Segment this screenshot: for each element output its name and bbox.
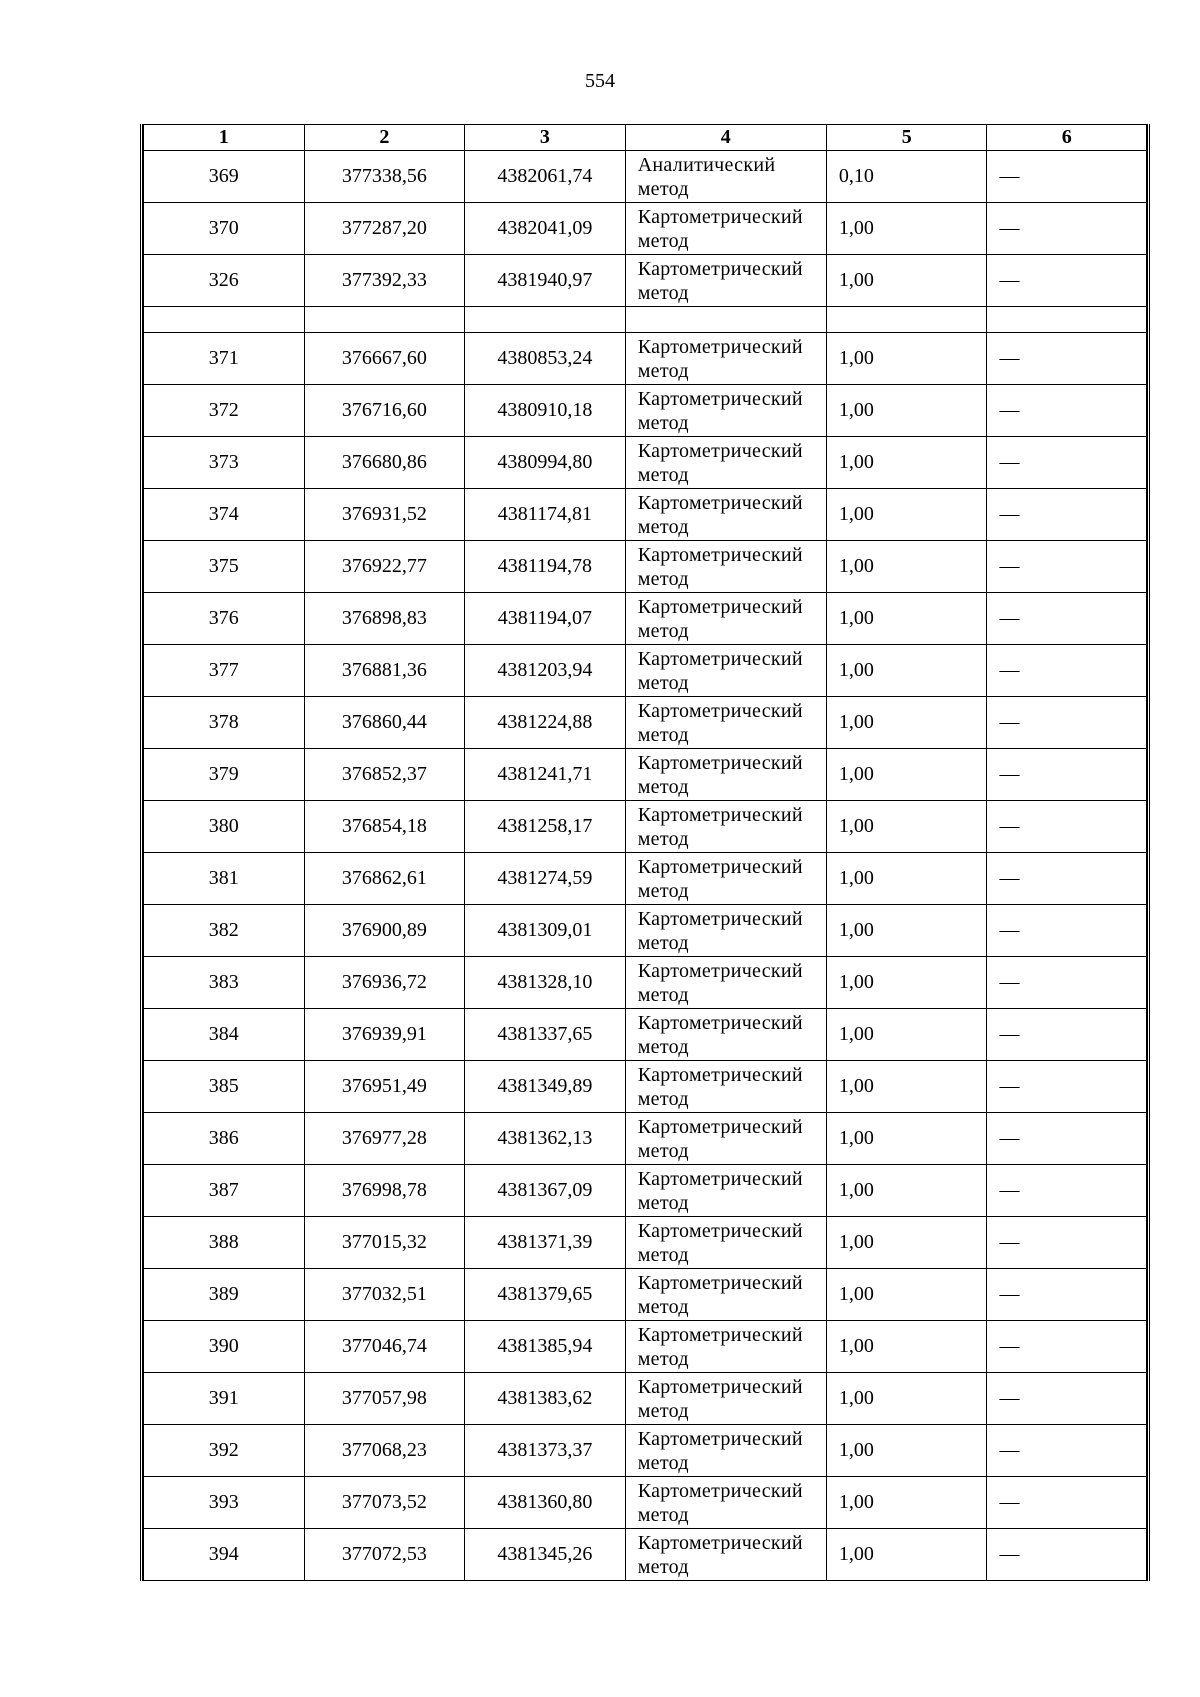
note-cell: — (987, 385, 1147, 437)
method-line-1: Картометрический (637, 907, 803, 930)
x-coordinate-cell: 377068,23 (304, 1425, 465, 1477)
accuracy-cell: 1,00 (826, 541, 987, 593)
header-col-3: 3 (465, 125, 626, 151)
coordinates-table-container (140, 124, 1150, 1581)
method-line-2: метод (637, 1139, 689, 1162)
x-coordinate-cell: 376936,72 (304, 957, 465, 1009)
note-cell: — (987, 1529, 1147, 1581)
x-coordinate-cell: 376939,91 (304, 1009, 465, 1061)
y-coordinate-cell: 4381379,65 (465, 1269, 626, 1321)
method-cell (625, 853, 826, 905)
method-line-2: метод (637, 619, 689, 642)
y-coordinate-cell: 4381174,81 (465, 489, 626, 541)
method-cell (625, 593, 826, 645)
accuracy-cell: 1,00 (826, 1373, 987, 1425)
note-cell: — (987, 697, 1147, 749)
method-line-2: метод (637, 515, 689, 538)
note-cell: — (987, 853, 1147, 905)
method-line-1: Картометрический (637, 543, 803, 566)
empty-cell (826, 307, 987, 333)
table-row (144, 333, 1147, 385)
accuracy-cell: 1,00 (826, 1217, 987, 1269)
method-cell (625, 1477, 826, 1529)
accuracy-cell: 1,00 (826, 1165, 987, 1217)
method-line-2: метод (637, 1451, 689, 1474)
accuracy-cell: 1,00 (826, 255, 987, 307)
x-coordinate-cell: 376680,86 (304, 437, 465, 489)
header-col-1: 1 (144, 125, 305, 151)
x-coordinate-cell: 376860,44 (304, 697, 465, 749)
method-cell (625, 1373, 826, 1425)
empty-cell (465, 307, 626, 333)
method-cell (625, 1529, 826, 1581)
method-cell (625, 203, 826, 255)
table-row (144, 151, 1147, 203)
method-line-2: метод (637, 1035, 689, 1058)
method-line-1: Картометрический (637, 855, 803, 878)
accuracy-cell: 1,00 (826, 1477, 987, 1529)
empty-cell (625, 307, 826, 333)
y-coordinate-cell: 4381224,88 (465, 697, 626, 749)
note-cell: — (987, 749, 1147, 801)
y-coordinate-cell: 4382061,74 (465, 151, 626, 203)
point-number-cell: 375 (144, 541, 305, 593)
method-line-2: метод (637, 1243, 689, 1266)
table-row (144, 1217, 1147, 1269)
accuracy-cell: 1,00 (826, 645, 987, 697)
y-coordinate-cell: 4381328,10 (465, 957, 626, 1009)
x-coordinate-cell: 377015,32 (304, 1217, 465, 1269)
point-number-cell: 372 (144, 385, 305, 437)
point-number-cell: 394 (144, 1529, 305, 1581)
empty-cell (987, 307, 1147, 333)
method-cell (625, 905, 826, 957)
y-coordinate-cell: 4381194,07 (465, 593, 626, 645)
point-number-cell: 383 (144, 957, 305, 1009)
accuracy-cell: 1,00 (826, 1529, 987, 1581)
method-line-1: Картометрический (637, 959, 803, 982)
method-cell (625, 1217, 826, 1269)
method-cell (625, 1165, 826, 1217)
y-coordinate-cell: 4381241,71 (465, 749, 626, 801)
method-line-1: Картометрический (637, 1271, 803, 1294)
note-cell: — (987, 593, 1147, 645)
note-cell: — (987, 905, 1147, 957)
x-coordinate-cell: 377057,98 (304, 1373, 465, 1425)
method-line-1: Картометрический (637, 1219, 803, 1242)
method-cell (625, 697, 826, 749)
x-coordinate-cell: 376667,60 (304, 333, 465, 385)
method-line-2: метод (637, 281, 689, 304)
x-coordinate-cell: 377392,33 (304, 255, 465, 307)
method-cell (625, 1321, 826, 1373)
method-line-1: Картометрический (637, 1167, 803, 1190)
x-coordinate-cell: 376881,36 (304, 645, 465, 697)
y-coordinate-cell: 4381258,17 (465, 801, 626, 853)
method-cell (625, 801, 826, 853)
method-line-2: метод (637, 463, 689, 486)
method-line-1: Картометрический (637, 803, 803, 826)
method-line-1: Картометрический (637, 1011, 803, 1034)
y-coordinate-cell: 4381383,62 (465, 1373, 626, 1425)
header-col-6: 6 (987, 125, 1147, 151)
point-number-cell: 380 (144, 801, 305, 853)
note-cell: — (987, 151, 1147, 203)
x-coordinate-cell: 377046,74 (304, 1321, 465, 1373)
x-coordinate-cell: 376900,89 (304, 905, 465, 957)
table-row (144, 1009, 1147, 1061)
accuracy-cell: 1,00 (826, 1425, 987, 1477)
method-line-2: метод (637, 567, 689, 590)
table-row (144, 1269, 1147, 1321)
y-coordinate-cell: 4381274,59 (465, 853, 626, 905)
accuracy-cell: 1,00 (826, 203, 987, 255)
y-coordinate-cell: 4381362,13 (465, 1113, 626, 1165)
accuracy-cell: 1,00 (826, 489, 987, 541)
accuracy-cell: 1,00 (826, 905, 987, 957)
accuracy-cell: 1,00 (826, 333, 987, 385)
method-cell (625, 957, 826, 1009)
table-row (144, 1373, 1147, 1425)
table-row (144, 1113, 1147, 1165)
note-cell: — (987, 333, 1147, 385)
method-line-1: Картометрический (637, 751, 803, 774)
table-row (144, 749, 1147, 801)
table-body (144, 151, 1147, 1581)
accuracy-cell: 1,00 (826, 1269, 987, 1321)
header-col-2: 2 (304, 125, 465, 151)
method-line-2: метод (637, 177, 689, 200)
method-cell (625, 151, 826, 203)
note-cell: — (987, 203, 1147, 255)
note-cell: — (987, 801, 1147, 853)
method-cell (625, 437, 826, 489)
y-coordinate-cell: 4381194,78 (465, 541, 626, 593)
point-number-cell: 374 (144, 489, 305, 541)
accuracy-cell: 1,00 (826, 749, 987, 801)
x-coordinate-cell: 376716,60 (304, 385, 465, 437)
method-line-1: Картометрический (637, 439, 803, 462)
point-number-cell: 390 (144, 1321, 305, 1373)
method-line-1: Картометрический (637, 647, 803, 670)
table-row (144, 1529, 1147, 1581)
method-cell (625, 255, 826, 307)
table-row (144, 593, 1147, 645)
accuracy-cell: 1,00 (826, 801, 987, 853)
method-line-1: Картометрический (637, 1479, 803, 1502)
method-line-1: Картометрический (637, 1375, 803, 1398)
table-row (144, 1165, 1147, 1217)
x-coordinate-cell: 377287,20 (304, 203, 465, 255)
method-cell (625, 1061, 826, 1113)
point-number-cell: 370 (144, 203, 305, 255)
y-coordinate-cell: 4380994,80 (465, 437, 626, 489)
accuracy-cell: 1,00 (826, 1321, 987, 1373)
method-line-2: метод (637, 879, 689, 902)
method-line-1: Картометрический (637, 335, 803, 358)
method-line-2: метод (637, 411, 689, 434)
point-number-cell: 387 (144, 1165, 305, 1217)
point-number-cell: 386 (144, 1113, 305, 1165)
method-line-1: Картометрический (637, 1063, 803, 1086)
empty-cell (144, 307, 305, 333)
note-cell: — (987, 1425, 1147, 1477)
table-row (144, 203, 1147, 255)
method-line-1: Картометрический (637, 1323, 803, 1346)
method-line-1: Картометрический (637, 257, 803, 280)
method-cell (625, 645, 826, 697)
point-number-cell: 371 (144, 333, 305, 385)
table-spacer-row (144, 307, 1147, 333)
method-cell (625, 489, 826, 541)
y-coordinate-cell: 4381360,80 (465, 1477, 626, 1529)
method-cell (625, 1269, 826, 1321)
point-number-cell: 376 (144, 593, 305, 645)
y-coordinate-cell: 4381367,09 (465, 1165, 626, 1217)
accuracy-cell: 1,00 (826, 1061, 987, 1113)
point-number-cell: 381 (144, 853, 305, 905)
table-row (144, 645, 1147, 697)
table-row (144, 489, 1147, 541)
point-number-cell: 369 (144, 151, 305, 203)
note-cell: — (987, 255, 1147, 307)
x-coordinate-cell: 376977,28 (304, 1113, 465, 1165)
accuracy-cell: 0,10 (826, 151, 987, 203)
method-line-2: метод (637, 229, 689, 252)
method-line-1: Картометрический (637, 1115, 803, 1138)
method-line-2: метод (637, 1191, 689, 1214)
method-line-1: Картометрический (637, 699, 803, 722)
accuracy-cell: 1,00 (826, 853, 987, 905)
empty-cell (304, 307, 465, 333)
table-row (144, 255, 1147, 307)
point-number-cell: 384 (144, 1009, 305, 1061)
x-coordinate-cell: 377338,56 (304, 151, 465, 203)
method-line-1: Картометрический (637, 595, 803, 618)
method-line-1: Картометрический (637, 491, 803, 514)
method-line-2: метод (637, 931, 689, 954)
y-coordinate-cell: 4381203,94 (465, 645, 626, 697)
note-cell: — (987, 1269, 1147, 1321)
table-row (144, 1425, 1147, 1477)
y-coordinate-cell: 4381371,39 (465, 1217, 626, 1269)
point-number-cell: 373 (144, 437, 305, 489)
table-row (144, 957, 1147, 1009)
point-number-cell: 378 (144, 697, 305, 749)
table-row (144, 1061, 1147, 1113)
method-line-2: метод (637, 1087, 689, 1110)
y-coordinate-cell: 4381345,26 (465, 1529, 626, 1581)
note-cell: — (987, 1113, 1147, 1165)
header-col-5: 5 (826, 125, 987, 151)
accuracy-cell: 1,00 (826, 437, 987, 489)
accuracy-cell: 1,00 (826, 385, 987, 437)
y-coordinate-cell: 4381385,94 (465, 1321, 626, 1373)
method-line-2: метод (637, 1347, 689, 1370)
x-coordinate-cell: 377073,52 (304, 1477, 465, 1529)
accuracy-cell: 1,00 (826, 593, 987, 645)
note-cell: — (987, 1217, 1147, 1269)
y-coordinate-cell: 4382041,09 (465, 203, 626, 255)
point-number-cell: 392 (144, 1425, 305, 1477)
x-coordinate-cell: 376854,18 (304, 801, 465, 853)
note-cell: — (987, 1009, 1147, 1061)
point-number-cell: 385 (144, 1061, 305, 1113)
method-cell (625, 1009, 826, 1061)
method-cell (625, 1425, 826, 1477)
table-row (144, 801, 1147, 853)
header-col-4: 4 (625, 125, 826, 151)
table-row (144, 1321, 1147, 1373)
method-line-1: Аналитический (637, 153, 776, 176)
note-cell: — (987, 541, 1147, 593)
y-coordinate-cell: 4381309,01 (465, 905, 626, 957)
table-row (144, 697, 1147, 749)
x-coordinate-cell: 377032,51 (304, 1269, 465, 1321)
point-number-cell: 389 (144, 1269, 305, 1321)
method-line-2: метод (637, 1399, 689, 1422)
note-cell: — (987, 437, 1147, 489)
note-cell: — (987, 957, 1147, 1009)
x-coordinate-cell: 376998,78 (304, 1165, 465, 1217)
note-cell: — (987, 1373, 1147, 1425)
method-line-2: метод (637, 723, 689, 746)
point-number-cell: 393 (144, 1477, 305, 1529)
x-coordinate-cell: 376922,77 (304, 541, 465, 593)
x-coordinate-cell: 376862,61 (304, 853, 465, 905)
note-cell: — (987, 645, 1147, 697)
accuracy-cell: 1,00 (826, 1009, 987, 1061)
table-row (144, 1477, 1147, 1529)
table-row (144, 853, 1147, 905)
y-coordinate-cell: 4381349,89 (465, 1061, 626, 1113)
accuracy-cell: 1,00 (826, 697, 987, 749)
coordinates-table (143, 124, 1147, 1581)
page-number: 554 (585, 70, 615, 92)
method-line-1: Картометрический (637, 1531, 803, 1554)
method-line-2: метод (637, 1295, 689, 1318)
point-number-cell: 388 (144, 1217, 305, 1269)
point-number-cell: 382 (144, 905, 305, 957)
note-cell: — (987, 1321, 1147, 1373)
note-cell: — (987, 489, 1147, 541)
method-line-1: Картометрический (637, 387, 803, 410)
note-cell: — (987, 1477, 1147, 1529)
method-cell (625, 333, 826, 385)
point-number-cell: 377 (144, 645, 305, 697)
method-line-1: Картометрический (637, 1427, 803, 1450)
method-line-2: метод (637, 359, 689, 382)
accuracy-cell: 1,00 (826, 1113, 987, 1165)
method-cell (625, 541, 826, 593)
method-cell (625, 1113, 826, 1165)
table-row (144, 437, 1147, 489)
method-line-2: метод (637, 671, 689, 694)
table-row (144, 541, 1147, 593)
x-coordinate-cell: 376931,52 (304, 489, 465, 541)
x-coordinate-cell: 377072,53 (304, 1529, 465, 1581)
x-coordinate-cell: 376852,37 (304, 749, 465, 801)
point-number-cell: 391 (144, 1373, 305, 1425)
y-coordinate-cell: 4381337,65 (465, 1009, 626, 1061)
accuracy-cell: 1,00 (826, 957, 987, 1009)
table-row (144, 905, 1147, 957)
x-coordinate-cell: 376898,83 (304, 593, 465, 645)
note-cell: — (987, 1061, 1147, 1113)
table-header-row (144, 125, 1147, 151)
method-cell (625, 749, 826, 801)
method-line-2: метод (637, 983, 689, 1006)
note-cell: — (987, 1165, 1147, 1217)
x-coordinate-cell: 376951,49 (304, 1061, 465, 1113)
y-coordinate-cell: 4381373,37 (465, 1425, 626, 1477)
method-cell (625, 385, 826, 437)
method-line-2: метод (637, 1503, 689, 1526)
method-line-2: метод (637, 1555, 689, 1578)
method-line-2: метод (637, 775, 689, 798)
y-coordinate-cell: 4380853,24 (465, 333, 626, 385)
y-coordinate-cell: 4381940,97 (465, 255, 626, 307)
point-number-cell: 326 (144, 255, 305, 307)
table-row (144, 385, 1147, 437)
point-number-cell: 379 (144, 749, 305, 801)
y-coordinate-cell: 4380910,18 (465, 385, 626, 437)
method-line-1: Картометрический (637, 205, 803, 228)
method-line-2: метод (637, 827, 689, 850)
